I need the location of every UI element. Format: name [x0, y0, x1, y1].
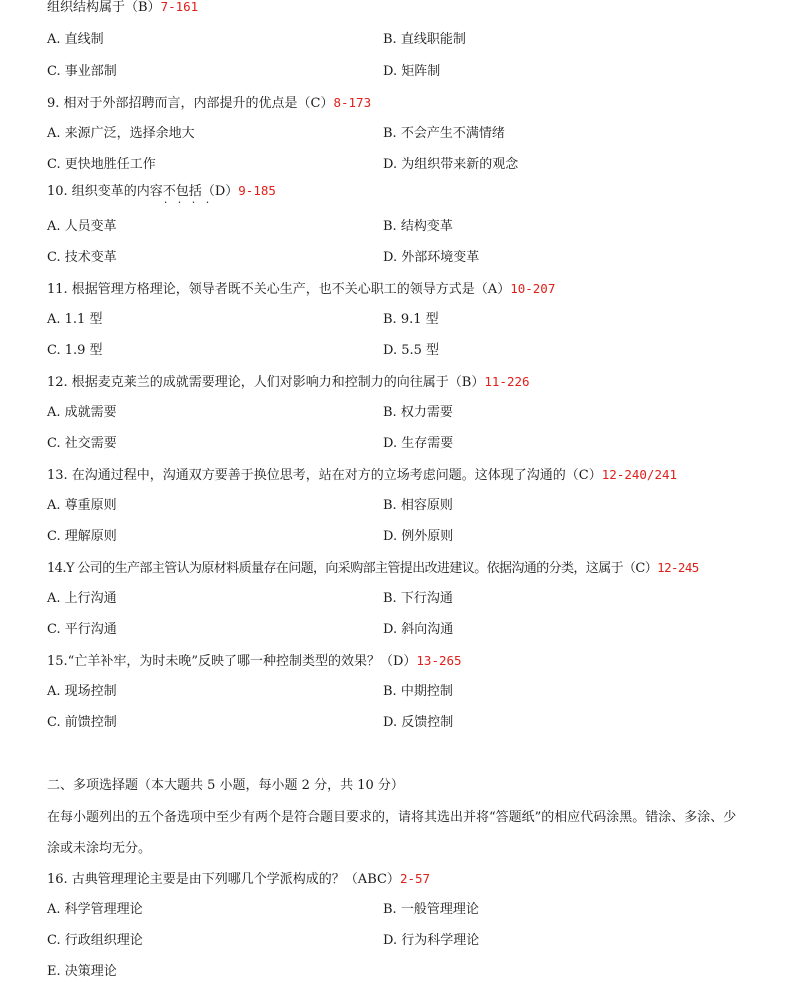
q9-option-a: A. 来源广泛，选择余地大 [47, 126, 195, 141]
q13-option-b: B. 相容原则 [383, 498, 453, 513]
q13-option-a: A. 尊重原则 [47, 498, 117, 513]
q8-option-b: B. 直线职能制 [383, 32, 466, 47]
q10-stem [47, 181, 771, 201]
q14-stem-text: 14.Y 公司的生产部主管认为原材料质量存在问题，向采购部主管提出改进建议。依据沟通的分类，这属于（C） [47, 561, 658, 576]
q12-option-d: D. 生存需要 [383, 436, 454, 451]
q16-option-d: D. 行为科学理论 [383, 933, 480, 948]
q14-option-d: D. 斜向沟通 [383, 622, 454, 637]
q13-option-d: D. 例外原则 [383, 529, 454, 544]
q11-option-b: B. 9.1 型 [383, 312, 439, 327]
q14-page-ref: 12-245 [657, 560, 699, 575]
q10-option-b: B. 结构变革 [383, 219, 453, 234]
q12-stem [47, 372, 771, 392]
q15-stem-text: 15.“亡羊补牢，为时未晚”反映了哪一种控制类型的效果？（D） [47, 654, 417, 669]
q11-option-c: C. 1.9 型 [47, 343, 103, 358]
q16-option-a: A. 科学管理理论 [47, 902, 143, 917]
q15-option-a: A. 现场控制 [47, 684, 117, 699]
q9-option-b: B. 不会产生不满情绪 [383, 126, 505, 141]
q8-page-ref: 7-161 [160, 0, 199, 14]
q15-page-ref: 13-265 [416, 653, 462, 668]
q10-option-a: A. 人员变革 [47, 219, 117, 234]
q9-stem-text: 9. 相对于外部招聘而言，内部提升的优点是（C） [47, 96, 334, 111]
q9-page-ref: 8-173 [333, 95, 372, 110]
section-instructions: 在每小题列出的五个备选项中至少有两个是符合题目要求的，请将其选出并将“答题纸”的相应代码涂黑。错涂、多涂、少涂或未涂均无分。 [47, 810, 737, 856]
q14-option-b: B. 下行沟通 [383, 591, 453, 606]
q11-stem [47, 279, 771, 299]
q10-page-ref: 9-185 [238, 183, 276, 198]
q8-option-a: A. 直线制 [47, 32, 104, 47]
q15-option-d: D. 反馈控制 [383, 715, 454, 730]
q12-page-ref: 11-226 [484, 374, 530, 389]
q14-option-a: A. 上行沟通 [47, 591, 117, 606]
q16-option-b: B. 一般管理理论 [383, 902, 479, 917]
q12-option-b: B. 权力需要 [383, 405, 453, 420]
q10-option-d: D. 外部环境变革 [383, 250, 480, 265]
q13-option-c: C. 理解原则 [47, 529, 117, 544]
q15-option-c: C. 前馈控制 [47, 715, 117, 730]
q8-option-d: D. 矩阵制 [383, 64, 441, 79]
q16-stem-text: 16. 古典管理理论主要是由下列哪几个学派构成的？（ABC） [47, 872, 400, 887]
section-heading: 二、多项选择题（本大题共 5 小题，每小题 2 分，共 10 分） [47, 778, 404, 793]
q13-stem-text: 13. 在沟通过程中，沟通双方要善于换位思考，站在对方的立场考虑问题。这体现了沟通的（C） [47, 468, 602, 483]
q11-option-a: A. 1.1 型 [47, 312, 103, 327]
q10-stem-text-b: （D） [201, 184, 239, 199]
q16-stem [47, 869, 771, 889]
q13-page-ref: 12-240/241 [601, 467, 678, 482]
q10-stem-text-a: 10. 组织变革的内容 [47, 184, 163, 199]
q12-option-a: A. 成就需要 [47, 405, 117, 420]
q10-option-c: C. 技术变革 [47, 250, 117, 265]
q8-stem-text: 组织结构属于（B） [47, 0, 161, 15]
q9-stem [47, 93, 771, 113]
q8-stem [47, 0, 771, 17]
q16-option-c: C. 行政组织理论 [47, 933, 143, 948]
q8-option-c: C. 事业部制 [47, 64, 117, 79]
q12-option-c: C. 社交需要 [47, 436, 117, 451]
q15-stem [47, 651, 771, 671]
q10-emphasis: 不包括 · · [163, 184, 202, 199]
q9-option-d: D. 为组织带来新的观念 [383, 157, 519, 172]
q11-stem-text: 11. 根据管理方格理论，领导者既不关心生产，也不关心职工的领导方式是（A） [47, 282, 511, 297]
q14-option-c: C. 平行沟通 [47, 622, 117, 637]
q11-page-ref: 10-207 [510, 281, 556, 296]
q11-option-d: D. 5.5 型 [383, 343, 440, 358]
q16-page-ref: 2-57 [399, 871, 431, 886]
q12-stem-text: 12. 根据麦克莱兰的成就需要理论，人们对影响力和控制力的向往属于（B） [47, 375, 485, 390]
q9-option-c: C. 更快地胜任工作 [47, 157, 156, 172]
q16-option-e: E. 决策理论 [47, 964, 117, 979]
q13-stem [47, 465, 771, 485]
q14-stem [47, 558, 771, 578]
q15-option-b: B. 中期控制 [383, 684, 453, 699]
